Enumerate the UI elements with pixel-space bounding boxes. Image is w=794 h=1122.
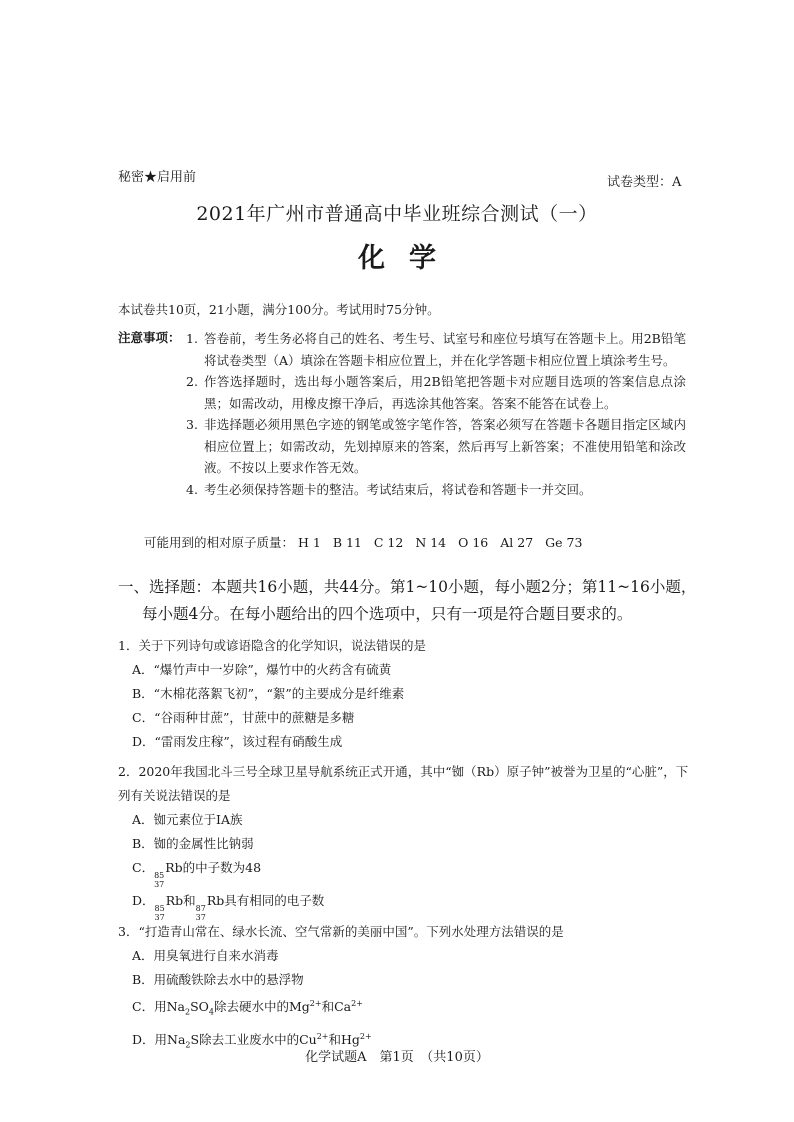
notice-item-number: 1. bbox=[186, 331, 198, 346]
superscript: 2+ bbox=[309, 999, 322, 1008]
option-b: B．用硫酸铁除去水中的悬浮物 bbox=[132, 972, 304, 987]
mass-number: 87 bbox=[195, 904, 206, 913]
section-heading bbox=[118, 574, 698, 628]
notice-item-number: 4. bbox=[186, 481, 198, 497]
notice-item-text: 答卷前，考生务必将自己的姓名、考生号、试室号和座位号填写在答题卡上。用2B铅笔将试卷类型（A）填涂在答题卡相应位置上，并在化学答题卡相应位置上填涂考生号。 bbox=[204, 331, 686, 368]
atomic-masses-label: 可能用到的相对原子质量： bbox=[144, 535, 295, 550]
option-text: 除去硬水中的Mg bbox=[213, 999, 310, 1015]
atomic-number: 37 bbox=[154, 913, 165, 922]
option-b: B．“木棉花落絮飞初”，“絮”的主要成分是纤维素 bbox=[132, 686, 405, 701]
notice-item-number: 2. bbox=[186, 374, 198, 389]
option-d bbox=[118, 889, 698, 922]
option-text: SO bbox=[190, 999, 209, 1015]
subject-title: 化学 bbox=[358, 243, 460, 274]
option-text: Rb具有相同的电子数 bbox=[206, 893, 325, 908]
superscript: 2+ bbox=[351, 999, 363, 1008]
option-text: Rb和 bbox=[165, 893, 196, 908]
paper-type-label: 试卷类型：A bbox=[607, 175, 682, 190]
notice-list bbox=[186, 328, 686, 500]
notice-item bbox=[186, 479, 686, 501]
option-b: B．铷的金属性比钠弱 bbox=[132, 836, 254, 851]
question-2 bbox=[118, 760, 698, 922]
notice-item bbox=[186, 328, 686, 371]
option-a: A．用臭氧进行自来水消毒 bbox=[132, 948, 279, 963]
subscript: 2 bbox=[185, 1040, 191, 1050]
option-text: D．用Na bbox=[132, 1031, 186, 1047]
subscript: 2 bbox=[184, 1007, 191, 1017]
option-c: C．“谷雨种甘蔗”，甘蔗中的蔗糖是多糖 bbox=[132, 710, 355, 725]
nuclide-notation bbox=[154, 871, 164, 889]
question-3 bbox=[118, 920, 698, 1057]
option-letter: D． bbox=[132, 893, 155, 908]
question-1 bbox=[118, 634, 426, 754]
notice-item bbox=[186, 414, 686, 479]
option-d: D．“雷雨发庄稼”，该过程有硝酸生成 bbox=[132, 734, 343, 749]
option-c bbox=[118, 856, 698, 889]
mass-number: 85 bbox=[154, 904, 165, 913]
notice-item-number: 3. bbox=[186, 417, 198, 432]
notice-item bbox=[186, 371, 686, 414]
superscript: 2+ bbox=[359, 1031, 372, 1041]
confidential-label: 秘密★启用前 bbox=[118, 170, 197, 185]
atomic-masses bbox=[144, 533, 590, 551]
option-letter: C． bbox=[132, 860, 155, 875]
notice-label: 注意事项： bbox=[118, 330, 181, 345]
option-text: S除去工业废水中的Cu bbox=[190, 1031, 317, 1047]
atomic-mass-value: C 12 bbox=[373, 535, 404, 550]
atomic-number: 37 bbox=[154, 880, 165, 889]
mass-number: 85 bbox=[154, 871, 165, 880]
notice-item-text: 考生必须保持答题卡的整洁。考试结束后，将试卷和答题卡一并交回。 bbox=[204, 481, 592, 497]
subscript: 4 bbox=[208, 1007, 214, 1017]
question-stem: 1．关于下列诗句或谚语隐含的化学知识，说法错误的是 bbox=[118, 638, 426, 653]
exam-title: 2021年广州市普通高中毕业班综合测试（一） bbox=[196, 203, 598, 225]
option-c bbox=[118, 992, 698, 1025]
option-a: A．铷元素位于IA族 bbox=[132, 812, 243, 827]
option-text: Rb的中子数为48 bbox=[165, 860, 262, 875]
exam-intro: 本试卷共10页，21小题，满分100分。考试用时75分钟。 bbox=[118, 302, 440, 317]
atomic-mass-value: Ge 73 bbox=[545, 535, 583, 550]
page-footer: 化学试题A 第1页 （共10页） bbox=[305, 1050, 489, 1065]
atomic-mass-value: O 16 bbox=[458, 535, 489, 550]
atomic-mass-value: N 14 bbox=[415, 535, 447, 550]
question-stem: 3．“打造青山常在、绿水长流、空气常新的美丽中国”。下列水处理方法错误的是 bbox=[118, 924, 564, 939]
notice-item-text: 作答选择题时，选出每小题答案后，用2B铅笔把答题卡对应题目选项的答案信息点涂黑；如需改动，用橡皮擦干净后，再选涂其他答案。答案不能答在试卷上。 bbox=[204, 374, 686, 411]
section-heading-line1: 一、选择题：本题共16小题，共44分。第1~10小题，每小题2分；第11~16小题， bbox=[118, 578, 697, 596]
option-text: 和Ca bbox=[321, 999, 352, 1015]
notice-item-text: 非选择题必须用黑色字迹的钢笔或签字笔作答，答案必须写在答题卡各题目指定区域内相应位置上；如需改动，先划掉原来的答案，然后再写上新答案；不准使用铅笔和涂改液。不按以上要求作答无效。 bbox=[204, 417, 686, 475]
section-heading-line2: 每小题4分。在每小题给出的四个选项中，只有一项是符合题目要求的。 bbox=[142, 605, 633, 623]
atomic-number: 37 bbox=[195, 913, 206, 922]
option-text: C．用Na bbox=[132, 999, 185, 1015]
atomic-mass-value: Al 27 bbox=[500, 535, 534, 550]
option-text: 和Hg bbox=[328, 1031, 360, 1047]
superscript: 2+ bbox=[316, 1031, 329, 1041]
atomic-mass-value: H 1 bbox=[298, 535, 321, 550]
atomic-mass-value: B 11 bbox=[332, 535, 362, 550]
option-a: A．“爆竹声中一岁除”，爆竹中的火药含有硫黄 bbox=[132, 662, 392, 677]
question-stem: 2．2020年我国北斗三号全球卫星导航系统正式开通，其中“铷（Rb）原子钟”被誉为卫星的“心脏”，下列有关说法错误的是 bbox=[118, 764, 689, 803]
